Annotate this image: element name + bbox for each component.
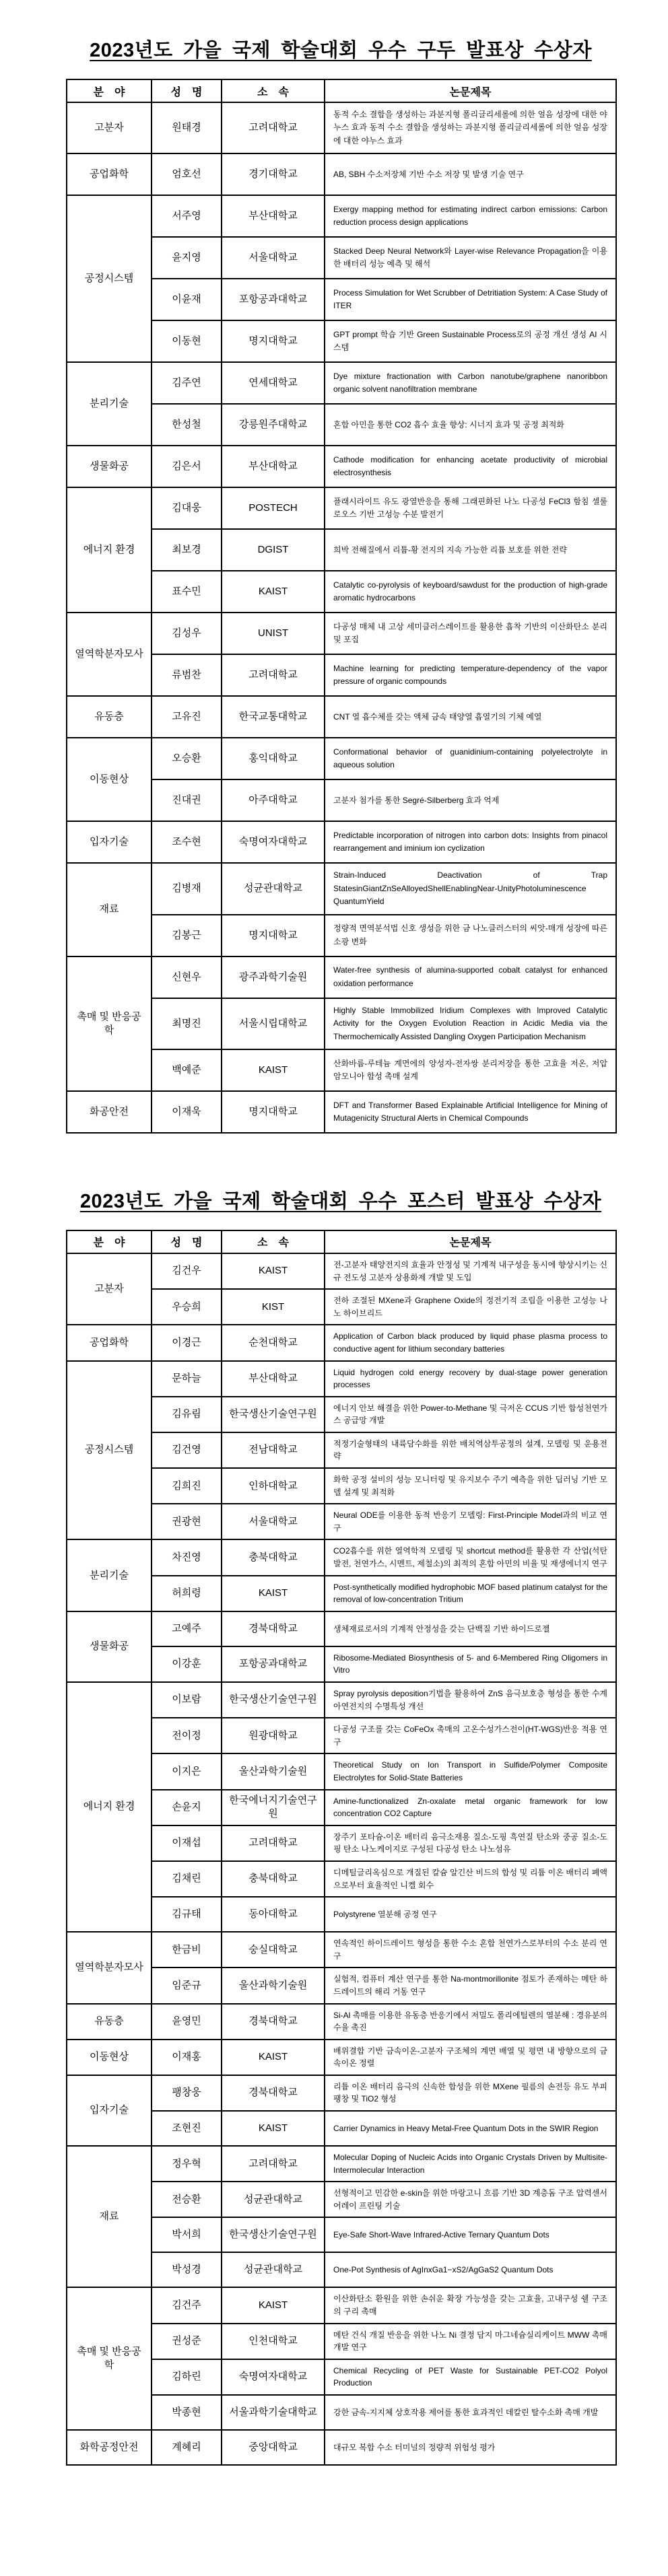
affiliation-cell: KIST: [222, 1289, 325, 1325]
name-cell: 서주영: [152, 195, 222, 237]
affiliation-cell: KAIST: [222, 2040, 325, 2075]
affiliation-cell: 홍익대학교: [222, 738, 325, 779]
column-header: 분 야: [67, 1230, 152, 1253]
field-cell: 생물화공: [67, 1611, 152, 1682]
name-cell: 김건우: [152, 1253, 222, 1289]
paper-title-cell: 다공성 구조를 갖는 CoFeOx 촉매의 고온수성가스전이(HT-WGS)반응 적용 연구: [325, 1718, 616, 1753]
paper-title-cell: 연속적인 하이드레이트 형성을 통한 수소 혼합 천연가스로부터의 수소 분리 연구: [325, 1932, 616, 1968]
affiliation-cell: 명지대학교: [222, 1091, 325, 1133]
affiliation-cell: 부산대학교: [222, 446, 325, 487]
affiliation-cell: 명지대학교: [222, 320, 325, 362]
table-row: [67, 2287, 616, 2323]
field-cell: 공업화학: [67, 1325, 152, 1360]
name-cell: 전이정: [152, 1718, 222, 1753]
column-header: 소 속: [222, 1230, 325, 1253]
name-cell: 조수현: [152, 821, 222, 863]
column-header: 소 속: [222, 79, 325, 102]
paper-title-cell: 플래시라이트 유도 광열반응을 통해 그래핀화된 나노 다공성 FeCl3 함침 셀룰로오스 기반 고성능 수분 발전기: [325, 487, 616, 529]
name-cell: 김병재: [152, 863, 222, 914]
table-row: [67, 1361, 616, 1397]
header-row: [67, 1230, 616, 1253]
affiliation-cell: 한국생산기술연구원: [222, 2217, 325, 2252]
paper-title-cell: CNT 열 흡수체를 갖는 액체 금속 태양열 흡열기의 기체 예열: [325, 696, 616, 738]
name-cell: 김봉근: [152, 915, 222, 956]
affiliation-cell: 경북대학교: [222, 2004, 325, 2040]
field-cell: 입자기술: [67, 821, 152, 863]
name-cell: 최명진: [152, 998, 222, 1049]
name-cell: 김유림: [152, 1397, 222, 1432]
column-header: 성 명: [152, 79, 222, 102]
field-cell: 재료: [67, 2146, 152, 2287]
paper-title-cell: Predictable incorporation of nitrogen into carbon dots: Insights from pinacol rearrangement and iminium ion cyclization: [325, 821, 616, 863]
name-cell: 윤영민: [152, 2004, 222, 2040]
table-row: [67, 613, 616, 654]
table-row: [67, 1932, 616, 1968]
paper-title-cell: CO2흡수를 위한 열역학적 모델링 및 shortcut method를 활용한 각 산업(석탄발전, 천연가스, 시멘트, 제철소)의 최적의 혼합 아민의 비율 및 재생에너지 연구: [325, 1539, 616, 1575]
field-cell: 화공안전: [67, 1091, 152, 1133]
name-cell: 표수민: [152, 571, 222, 613]
name-cell: 권성준: [152, 2324, 222, 2359]
name-cell: 이동현: [152, 320, 222, 362]
paper-title-cell: 배위결합 기반 금속이온-고분자 구조체의 계면 배열 및 평면 내 방향으로의 금속이온 정렬: [325, 2040, 616, 2075]
paper-title-cell: 실험적, 컴퓨터 계산 연구를 통한 Na-montmorillonite 점토가 존재하는 메탄 하드레이트의 해리 거동 연구: [325, 1968, 616, 2003]
paper-title-cell: 선형적이고 민감한 e-skin을 위한 마랑고니 흐름 기반 3D 계층돔 구조 압력센서 어레이 프린팅 기술: [325, 2182, 616, 2217]
name-cell: 김채린: [152, 1861, 222, 1897]
table-row: [67, 738, 616, 779]
table-row: [67, 2146, 616, 2182]
name-cell: 임준규: [152, 1968, 222, 2003]
table-row: [67, 2004, 616, 2040]
name-cell: 전승환: [152, 2182, 222, 2217]
affiliation-cell: 연세대학교: [222, 362, 325, 404]
affiliation-cell: 고려대학교: [222, 102, 325, 153]
paper-title-cell: 산화바륨-루테늄 계면에의 양성자-전자쌍 분리저장을 통한 고효율 저온, 저압 암모니아 합성 촉매 설계: [325, 1049, 616, 1091]
affiliation-cell: KAIST: [222, 2287, 325, 2323]
name-cell: 류범찬: [152, 654, 222, 696]
paper-title-cell: 이산화탄소 환원을 위한 손쉬운 확장 가능성을 갖는 고효율, 고내구성 쉘 구조의 구리 촉매: [325, 2287, 616, 2323]
affiliation-cell: 서울시립대학교: [222, 998, 325, 1049]
poster-award-table: [66, 1230, 617, 2466]
field-cell: 이동현상: [67, 2040, 152, 2075]
column-header: 성 명: [152, 1230, 222, 1253]
affiliation-cell: 숙명여자대학교: [222, 2359, 325, 2395]
affiliation-cell: 고려대학교: [222, 1825, 325, 1861]
field-cell: 생물화공: [67, 446, 152, 487]
paper-title-cell: Application of Carbon black produced by liquid phase plasma process to conductive agent for lithium secondary batteries: [325, 1325, 616, 1360]
name-cell: 조현진: [152, 2111, 222, 2146]
affiliation-cell: 경북대학교: [222, 1611, 325, 1646]
affiliation-cell: KAIST: [222, 1253, 325, 1289]
paper-title-cell: Si-Al 촉매를 이용한 유동층 반응기에서 저밀도 폴리에틸렌의 열분해 : 경유분의 수율 촉진: [325, 2004, 616, 2040]
name-cell: 김하린: [152, 2359, 222, 2395]
paper-title-cell: Molecular Doping of Nucleic Acids into Organic Crystals Driven by Multisite-Intermolecular Interaction: [325, 2146, 616, 2182]
paper-title-cell: Ribosome-Mediated Biosynthesis of 5- and 6-Membered Ring Oligomers in Vitro: [325, 1646, 616, 1682]
affiliation-cell: 인하대학교: [222, 1468, 325, 1504]
paper-title-cell: 전하 조절된 MXene과 Graphene Oxide의 정전기적 조립을 이용한 고성능 나노 하이브리드: [325, 1289, 616, 1325]
affiliation-cell: 동아대학교: [222, 1897, 325, 1932]
table-row: [67, 2040, 616, 2075]
name-cell: 백예준: [152, 1049, 222, 1091]
affiliation-cell: 전남대학교: [222, 1432, 325, 1468]
field-cell: 공업화학: [67, 153, 152, 195]
paper-title-cell: Neural ODE를 이용한 동적 반응기 모델링: First-Principle Model과의 비교 연구: [325, 1504, 616, 1539]
name-cell: 최보경: [152, 529, 222, 571]
affiliation-cell: 서울과학기술대학교: [222, 2395, 325, 2430]
field-cell: 재료: [67, 863, 152, 956]
affiliation-cell: 한국에너지기술연구원: [222, 1790, 325, 1825]
name-cell: 이윤재: [152, 279, 222, 320]
name-cell: 김건영: [152, 1432, 222, 1468]
field-cell: 분리기술: [67, 1539, 152, 1611]
name-cell: 문하늘: [152, 1361, 222, 1397]
affiliation-cell: 경기대학교: [222, 153, 325, 195]
paper-title-cell: Carrier Dynamics in Heavy Metal-Free Quantum Dots in the SWIR Region: [325, 2111, 616, 2146]
affiliation-cell: 충북대학교: [222, 1861, 325, 1897]
table-row: [67, 863, 616, 914]
name-cell: 신현우: [152, 956, 222, 998]
table-row: [67, 1091, 616, 1133]
name-cell: 김은서: [152, 446, 222, 487]
affiliation-cell: 숙명여자대학교: [222, 821, 325, 863]
column-header: 논문제목: [325, 79, 616, 102]
table-row: [67, 446, 616, 487]
name-cell: 진대권: [152, 779, 222, 821]
field-cell: 공정시스템: [67, 1361, 152, 1540]
field-cell: 열역학분자모사: [67, 1932, 152, 2003]
affiliation-cell: 성균관대학교: [222, 2182, 325, 2217]
paper-title-cell: Spray pyrolysis deposition기법을 활용하여 ZnS 음극보호층 형성을 통한 수계아연전지의 수명특성 개선: [325, 1682, 616, 1718]
name-cell: 이재욱: [152, 1091, 222, 1133]
affiliation-cell: 서울대학교: [222, 1504, 325, 1539]
name-cell: 한금비: [152, 1932, 222, 1968]
field-cell: 고분자: [67, 1253, 152, 1325]
name-cell: 계혜리: [152, 2430, 222, 2465]
affiliation-cell: 부산대학교: [222, 195, 325, 237]
table-row: [67, 195, 616, 237]
paper-title-cell: DFT and Transformer Based Explainable Artificial Intelligence for Mining of Mutagenicity Structural Alerts in Chemical Compounds: [325, 1091, 616, 1133]
name-cell: 정우혁: [152, 2146, 222, 2182]
paper-title-cell: Theoretical Study on Ion Transport in Sulfide/Polymer Composite Electrolytes for Solid-State Batteries: [325, 1753, 616, 1789]
field-cell: 입자기술: [67, 2075, 152, 2146]
paper-title-cell: 혼합 아민을 통한 CO2 흡수 효율 향상: 시너지 효과 및 공정 최적화: [325, 404, 616, 446]
affiliation-cell: 원광대학교: [222, 1718, 325, 1753]
column-header: 분 야: [67, 79, 152, 102]
name-cell: 고예주: [152, 1611, 222, 1646]
table-row: [67, 487, 616, 529]
affiliation-cell: 광주과학기술원: [222, 956, 325, 998]
affiliation-cell: 경북대학교: [222, 2075, 325, 2111]
name-cell: 이강훈: [152, 1646, 222, 1682]
affiliation-cell: DGIST: [222, 529, 325, 571]
affiliation-cell: KAIST: [222, 1576, 325, 1611]
paper-title-cell: 장주기 포타슘-이온 배터리 음극소재용 질소-도핑 흑연질 탄소와 중공 질소-도핑 탄소 나노케이지로 구성된 다공성 탄소 나노섬유: [325, 1825, 616, 1861]
paper-title-cell: Process Simulation for Wet Scrubber of Detritiation System: A Case Study of ITER: [325, 279, 616, 320]
affiliation-cell: 한국생산기술연구원: [222, 1397, 325, 1432]
affiliation-cell: KAIST: [222, 1049, 325, 1091]
name-cell: 이재홍: [152, 2040, 222, 2075]
affiliation-cell: 포항공과대학교: [222, 279, 325, 320]
paper-title-cell: Eye-Safe Short-Wave Infrared-Active Ternary Quantum Dots: [325, 2217, 616, 2252]
paper-title-cell: 전-고분자 태양전지의 효율과 안정성 및 기계적 내구성을 동시에 향상시키는 신규 전도성 고분자 상용화제 개발 및 도입: [325, 1253, 616, 1289]
field-cell: 에너지 환경: [67, 487, 152, 613]
affiliation-cell: 한국생산기술연구원: [222, 1682, 325, 1718]
affiliation-cell: 울산과학기술원: [222, 1968, 325, 2003]
paper-title-cell: AB, SBH 수소저장체 기반 수소 저장 및 발생 기술 연구: [325, 153, 616, 195]
name-cell: 이보람: [152, 1682, 222, 1718]
paper-title-cell: One-Pot Synthesis of AgInxGa1−xS2/AgGaS2 Quantum Dots: [325, 2252, 616, 2287]
name-cell: 김희진: [152, 1468, 222, 1504]
table-row: [67, 821, 616, 863]
paper-title-cell: 디메틸글리옥심으로 개질된 칼슘 알긴산 비드의 합성 및 리튬 이온 배터리 폐액으로부터 효율적인 니켈 회수: [325, 1861, 616, 1897]
affiliation-cell: 성균관대학교: [222, 2252, 325, 2287]
table-row: [67, 1539, 616, 1575]
name-cell: 김대웅: [152, 487, 222, 529]
affiliation-cell: 고려대학교: [222, 654, 325, 696]
paper-title-cell: 화학 공정 설비의 성능 모니터링 및 유지보수 주기 예측을 위한 딥러닝 기반 모델 설계 및 최적화: [325, 1468, 616, 1504]
table-row: [67, 153, 616, 195]
table-row: [67, 2430, 616, 2465]
paper-title-cell: 에너지 안보 해결을 위한 Power-to-Methane 및 극저온 CCUS 기반 합성천연가스 공급망 개발: [325, 1397, 616, 1432]
paper-title-cell: 정량적 면역분석법 신호 생성을 위한 금 나노클러스터의 씨앗-매개 성장에 따른 소광 변화: [325, 915, 616, 956]
paper-title-cell: Water-free synthesis of alumina-supported cobalt catalyst for enhanced oxidation performance: [325, 956, 616, 998]
name-cell: 권광현: [152, 1504, 222, 1539]
field-cell: 유동층: [67, 2004, 152, 2040]
affiliation-cell: 인천대학교: [222, 2324, 325, 2359]
name-cell: 허희령: [152, 1576, 222, 1611]
field-cell: 고분자: [67, 102, 152, 153]
table-row: [67, 1682, 616, 1718]
paper-title-cell: Machine learning for predicting temperature-dependency of the vapor pressure of organic compounds: [325, 654, 616, 696]
affiliation-cell: 고려대학교: [222, 2146, 325, 2182]
affiliation-cell: 명지대학교: [222, 915, 325, 956]
name-cell: 김건주: [152, 2287, 222, 2323]
paper-title-cell: 다공성 매체 내 고상 세미클러스레이트를 활용한 흡착 기반의 이산화탄소 분리 및 포집: [325, 613, 616, 654]
name-cell: 차진영: [152, 1539, 222, 1575]
paper-title-cell: 강한 금속-지지체 상호작용 제어를 통한 효과적인 데칼린 탈수소화 촉매 개발: [325, 2395, 616, 2430]
name-cell: 고유진: [152, 696, 222, 738]
name-cell: 한성철: [152, 404, 222, 446]
paper-title-cell: Cathode modification for enhancing acetate productivity of microbial electrosynthesis: [325, 446, 616, 487]
column-header: 논문제목: [325, 1230, 616, 1253]
paper-title-cell: 생체재료로서의 기계적 안정성을 갖는 단백질 기반 하이드로젤: [325, 1611, 616, 1646]
paper-title-cell: Post-synthetically modified hydrophobic MOF based platinum catalyst for the removal of low-concentration Tritium: [325, 1576, 616, 1611]
affiliation-cell: 서울대학교: [222, 237, 325, 279]
name-cell: 이재섭: [152, 1825, 222, 1861]
oral-award-title: 2023년도 가을 국제 학술대회 우수 구두 발표상 수상자: [90, 40, 592, 61]
affiliation-cell: 성균관대학교: [222, 863, 325, 914]
name-cell: 원태경: [152, 102, 222, 153]
paper-title-cell: Stacked Deep Neural Network와 Layer-wise Relevance Propagation을 이용한 배터리 성능 예측 및 해석: [325, 237, 616, 279]
paper-title-cell: Amine-functionalized Zn-oxalate metal organic framework for low concentration CO2 Capture: [325, 1790, 616, 1825]
table-row: [67, 956, 616, 998]
name-cell: 박성경: [152, 2252, 222, 2287]
name-cell: 김성우: [152, 613, 222, 654]
paper-title-cell: Highly Stable Immobilized Iridium Complexes with Improved Catalytic Activity for the Oxygen Evolution Reaction in Acidic Media via the Thermochemically Assisted Dangling Oxygen Participation Mechanism: [325, 998, 616, 1049]
paper-title-cell: Polystyrene 열분해 공정 연구: [325, 1897, 616, 1932]
name-cell: 이지은: [152, 1753, 222, 1789]
name-cell: 우승희: [152, 1289, 222, 1325]
paper-title-cell: 메탄 건식 개질 반응을 위한 나노 Ni 결정 담지 마그네슘실리케이트 MWW 촉매 개발 연구: [325, 2324, 616, 2359]
paper-title-cell: Strain-Induced Deactivation of Trap StatesinGiantZnSeAlloyedShellEnablingNear-UnityPhotoluminescence QuantumYield: [325, 863, 616, 914]
table-row: [67, 1253, 616, 1289]
name-cell: 박종현: [152, 2395, 222, 2430]
paper-title-cell: Exergy mapping method for estimating indirect carbon emissions: Carbon reduction process design applications: [325, 195, 616, 237]
name-cell: 이경근: [152, 1325, 222, 1360]
field-cell: 열역학분자모사: [67, 613, 152, 696]
table-row: [67, 1325, 616, 1360]
paper-title-cell: 적정기술형태의 내륙담수화를 위한 배치역삼투공정의 설계, 모델링 및 운용전략: [325, 1432, 616, 1468]
paper-title-cell: 리튬 이온 배터리 음극의 신속한 합성을 위한 MXene 필름의 손전등 유도 부피 팽창 및 TiO2 형성: [325, 2075, 616, 2111]
affiliation-cell: KAIST: [222, 2111, 325, 2146]
table-row: [67, 2075, 616, 2111]
header-row: [67, 79, 616, 102]
name-cell: 엄호선: [152, 153, 222, 195]
affiliation-cell: 아주대학교: [222, 779, 325, 821]
affiliation-cell: KAIST: [222, 571, 325, 613]
paper-title-cell: Chemical Recycling of PET Waste for Sustainable PET-CO2 Polyol Production: [325, 2359, 616, 2395]
name-cell: 윤지영: [152, 237, 222, 279]
field-cell: 유동층: [67, 696, 152, 738]
affiliation-cell: 순천대학교: [222, 1325, 325, 1360]
field-cell: 에너지 환경: [67, 1682, 152, 1932]
name-cell: 팽창웅: [152, 2075, 222, 2111]
paper-title-cell: Dye mixture fractionation with Carbon nanotube/graphene nanoribbon organic solvent nanofiltration membrane: [325, 362, 616, 404]
name-cell: 오승환: [152, 738, 222, 779]
table-row: [67, 1611, 616, 1646]
table-row: [67, 102, 616, 153]
paper-title-cell: 고분자 첨가를 통한 Segré-Silberberg 효과 억제: [325, 779, 616, 821]
paper-title-cell: 동적 수소 결합을 생성하는 과분지형 폴리글리세롤에 의한 얼음 성장에 대한 야누스 효과 동적 수소 결합을 생성하는 과분지형 폴리글리세롤에 의한 얼음 성장에 대한 야누스 효과: [325, 102, 616, 153]
paper-title-cell: 대규모 복합 수소 터미널의 정량적 위험성 평가: [325, 2430, 616, 2465]
paper-title-cell: Conformational behavior of guanidinium-containing polyelectrolyte in aqueous solution: [325, 738, 616, 779]
poster-award-title: 2023년도 가을 국제 학술대회 우수 포스터 발표상 수상자: [79, 1190, 602, 1212]
name-cell: 김규태: [152, 1897, 222, 1932]
field-cell: 공정시스템: [67, 195, 152, 362]
table-row: [67, 696, 616, 738]
affiliation-cell: 숭실대학교: [222, 1932, 325, 1968]
affiliation-cell: 울산과학기술원: [222, 1753, 325, 1789]
paper-title-cell: GPT prompt 학습 기반 Green Sustainable Process로의 공정 개선 생성 AI 시스템: [325, 320, 616, 362]
affiliation-cell: 한국교통대학교: [222, 696, 325, 738]
affiliation-cell: 강릉원주대학교: [222, 404, 325, 446]
paper-title-cell: Catalytic co-pyrolysis of keyboard/sawdust for the production of high-grade aromatic hydrocarbons: [325, 571, 616, 613]
field-cell: 촉매 및 반응공학: [67, 2287, 152, 2430]
oral-award-table: [66, 79, 617, 1134]
affiliation-cell: UNIST: [222, 613, 325, 654]
affiliation-cell: 포항공과대학교: [222, 1646, 325, 1682]
field-cell: 화학공정안전: [67, 2430, 152, 2465]
paper-title-cell: Liquid hydrogen cold energy recovery by dual-stage power generation processes: [325, 1361, 616, 1397]
paper-title-cell: 희박 전해질에서 리튬-황 전지의 지속 가능한 리튬 보호를 위한 전략: [325, 529, 616, 571]
name-cell: 박서희: [152, 2217, 222, 2252]
name-cell: 김주연: [152, 362, 222, 404]
affiliation-cell: POSTECH: [222, 487, 325, 529]
affiliation-cell: 충북대학교: [222, 1539, 325, 1575]
affiliation-cell: 부산대학교: [222, 1361, 325, 1397]
affiliation-cell: 중앙대학교: [222, 2430, 325, 2465]
field-cell: 촉매 및 반응공학: [67, 956, 152, 1091]
field-cell: 이동현상: [67, 738, 152, 821]
name-cell: 손윤지: [152, 1790, 222, 1825]
table-row: [67, 362, 616, 404]
field-cell: 분리기술: [67, 362, 152, 446]
